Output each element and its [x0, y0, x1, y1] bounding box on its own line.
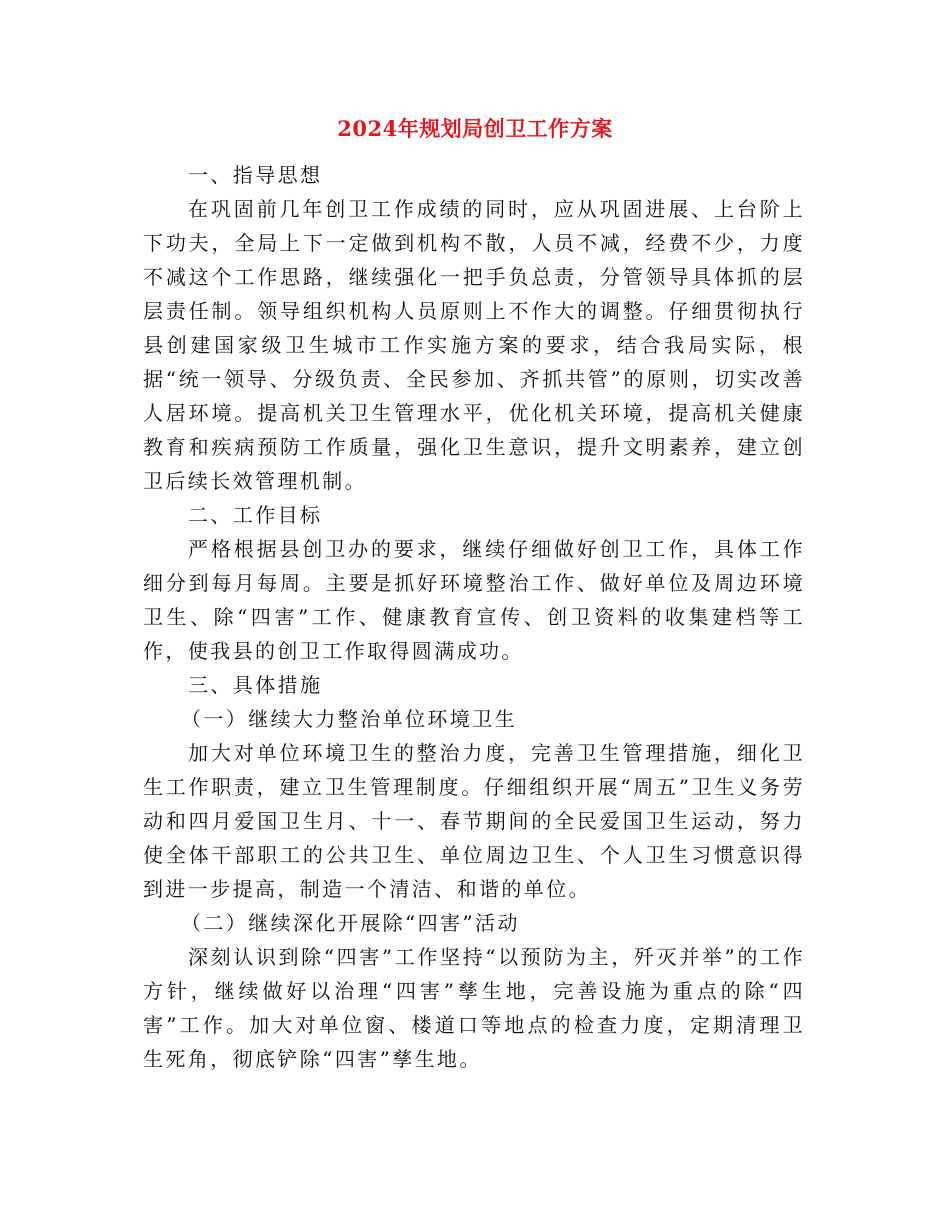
subsection-heading-environment-sanitation: （一）继续大力整治单位环境卫生 [181, 707, 517, 731]
paragraph-work-goals: 严格根据县创卫办的要求，继续仔细做好创卫工作，具体工作细分到每月每周。主要是抓好环境整治工作、做好单位及周边环境卫生、除“四害”工作、健康教育宣传、创卫资料的收集建档等工作，使我县的创卫工作取得圆满成功。 [143, 537, 805, 663]
paragraph-guiding-ideology: 在巩固前几年创卫工作成绩的同时，应从巩固进展、上台阶上下功夫，全局上下一定做到机构不散，人员不减，经费不少，力度不减这个工作思路，继续强化一把手负总责，分管领导具体抓的层层责任制。领导组织机构人员原则上不作大的调整。仔细贯彻执行县创建国家级卫生城市工作实施方案的要求，结合我局实际，根据“统一领导、分级负责、全民参加、齐抓共管”的原则，切实改善人居环境。提高机关卫生管理水平，优化机关环境，提高机关健康教育和疾病预防工作质量，强化卫生意识，提升文明素养，建立创卫后续长效管理机制。 [143, 197, 805, 493]
subsection-heading-four-pests: （二）继续深化开展除“四害”活动 [181, 911, 520, 935]
document-title: 2024年规划局创卫工作方案 [337, 116, 613, 141]
document-body [143, 158, 805, 1076]
paragraph-environment-sanitation: 加大对单位环境卫生的整治力度，完善卫生管理措施，细化卫生工作职责，建立卫生管理制度。仔细组织开展“周五”卫生义务劳动和四月爱国卫生月、十一、春节期间的全民爱国卫生运动，努力使全体干部职工的公共卫生、单位周边卫生、个人卫生习惯意识得到进一步提高，制造一个清洁、和谐的单位。 [143, 741, 805, 901]
section-heading-work-goals: 二、工作目标 [188, 503, 323, 527]
section-heading-specific-measures: 三、具体措施 [188, 673, 323, 697]
section-heading-guiding-ideology: 一、指导思想 [188, 163, 323, 187]
paragraph-four-pests: 深刻认识到除“四害”工作坚持“以预防为主，歼灭并举”的工作方针，继续做好以治理“四害”孳生地，完善设施为重点的除“四害”工作。加大对单位窗、楼道口等地点的检查力度，定期清理卫生死角，彻底铲除“四害”孳生地。 [143, 945, 805, 1071]
